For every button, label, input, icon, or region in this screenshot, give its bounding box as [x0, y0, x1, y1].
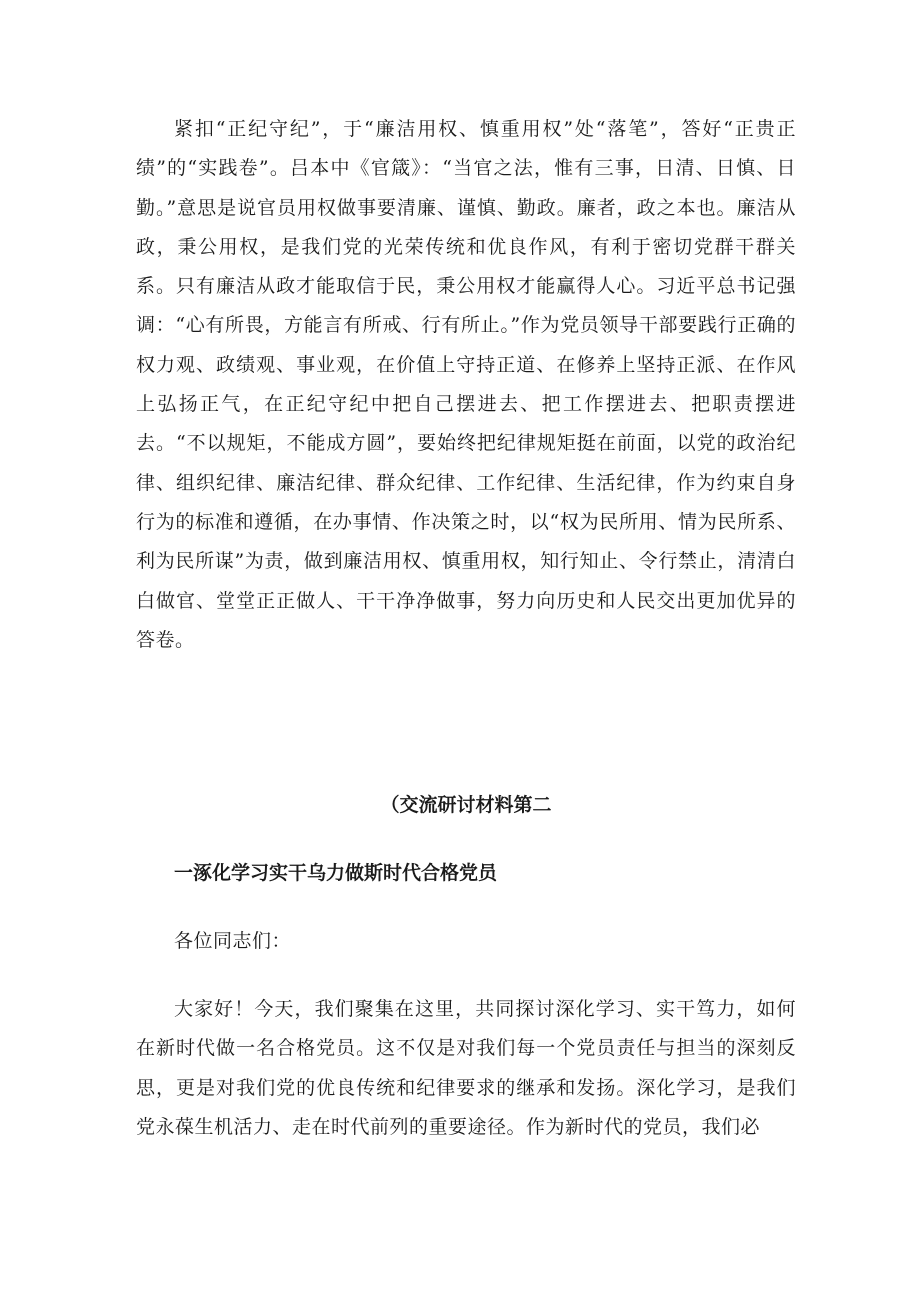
body-paragraph-2: 大家好！今天，我们聚集在这里，共同探讨深化学习、实干笃力，如何在新时代做一名合格党员。这不仅是对我们每一个党员责任与担当的深刻反思，更是对我们党的优良传统和纪律要求的继承和发扬。深化学习，是我们党永葆生机活力、走在时代前列的重要途径。作为新时代的党员，我们必	[136, 998, 796, 1138]
section-subtitle: 一涿化学习实干乌力做斯时代合格党员	[174, 862, 498, 884]
section-heading: （交流研讨材料第二	[380, 794, 552, 816]
salutation: 各位同志们：	[174, 930, 292, 952]
body-paragraph-1: 紧扣“正纪守纪”，于“廉洁用权、慎重用权”处“落笔”，答好“正贵正绩”的“实践卷”。吕本中《官箴》：“当官之法，惟有三事，日清、日慎、日勤。”意思是说官员用权做事要清廉、谨慎、勤政。廉者，政之本也。廉洁从政，秉公用权，是我们党的光荣传统和优良作风，有利于密切党群干群关系。只有廉洁从政才能取信于民，秉公用权才能赢得人心。习近平总书记强调：“心有所畏，方能言有所戒、行有所止。”作为党员领导干部要践行正确的权力观、政绩观、事业观，在价值上守持正道、在修养上坚持正派、在作风上弘扬正气，在正纪守纪中把自己摆进去、把工作摆进去、把职责摆进去。“不以规矩，不能成方圆”，要始终把纪律规矩挺在前面，以党的政治纪律、组织纪律、廉洁纪律、群众纪律、工作纪律、生活纪律，作为约束自身行为的标准和遵循，在办事情、作决策之时，以“权为民所用、情为民所系、利为民所谋”为责，做到廉洁用权、慎重用权，知行知止、令行禁止，清清白白做官、堂堂正正做人、干干净净做事，努力向历史和人民交出更加优异的答卷。	[136, 118, 796, 651]
